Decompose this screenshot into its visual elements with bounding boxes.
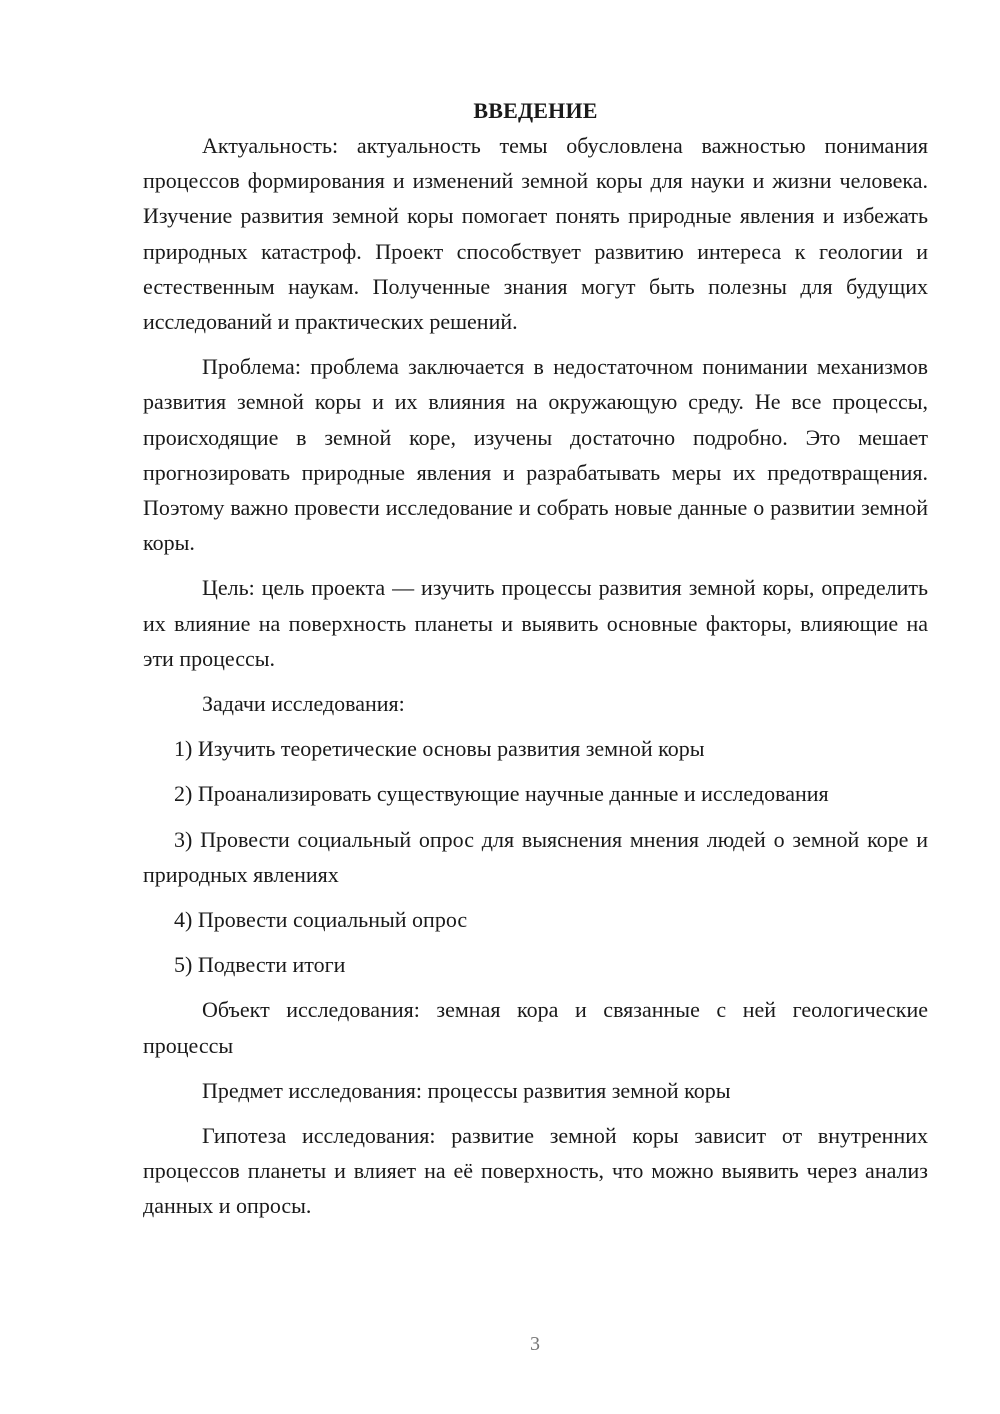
task-item-1: 1) Изучить теоретические основы развития земной коры	[174, 736, 705, 762]
relevance-paragraph: Актуальность: актуальность темы обусловлена важностью понимания процессов формирования и изменений земной коры для науки и жизни человека. Изучение развития земной коры помогает понять природные явления и избежать природных катастроф. Проект способствует развитию интереса к геологии и естественным наукам. Полученные знания могут быть полезны для будущих исследований и практических решений.	[143, 133, 928, 335]
task-item-5: 5) Подвести итоги	[174, 952, 346, 978]
tasks-heading: Задачи исследования:	[202, 691, 405, 717]
document-body	[143, 93, 928, 1224]
page-number: 3	[530, 1333, 540, 1355]
task-item-4: 4) Провести социальный опрос	[174, 907, 468, 933]
task-item-2: 2) Проанализировать существующие научные данные и исследования	[174, 781, 829, 807]
task-item-3: 3) Провести социальный опрос для выяснения мнения людей о земной коре и природных явлениях	[143, 826, 928, 887]
subject-paragraph: Предмет исследования: процессы развития земной коры	[202, 1077, 731, 1103]
section-title: ВВЕДЕНИЕ	[473, 98, 598, 123]
hypothesis-paragraph: Гипотеза исследования: развитие земной коры зависит от внутренних процессов планеты и влияет на её поверхность, что можно выявить через анализ данных и опросы.	[143, 1123, 928, 1219]
problem-paragraph: Проблема: проблема заключается в недостаточном понимании механизмов развития земной коры и их влияния на окружающую среду. Не все процессы, происходящие в земной коре, изучены достаточно подробно. Это мешает прогнозировать природные явления и разрабатывать меры их предотвращения. Поэтому важно провести исследование и собрать новые данные о развитии земной коры.	[143, 354, 928, 556]
goal-paragraph: Цель: цель проекта — изучить процессы развития земной коры, определить их влияние на поверхность планеты и выявить основные факторы, влияющие на эти процессы.	[143, 575, 928, 671]
object-paragraph: Объект исследования: земная кора и связанные с ней геологические процессы	[143, 997, 928, 1058]
